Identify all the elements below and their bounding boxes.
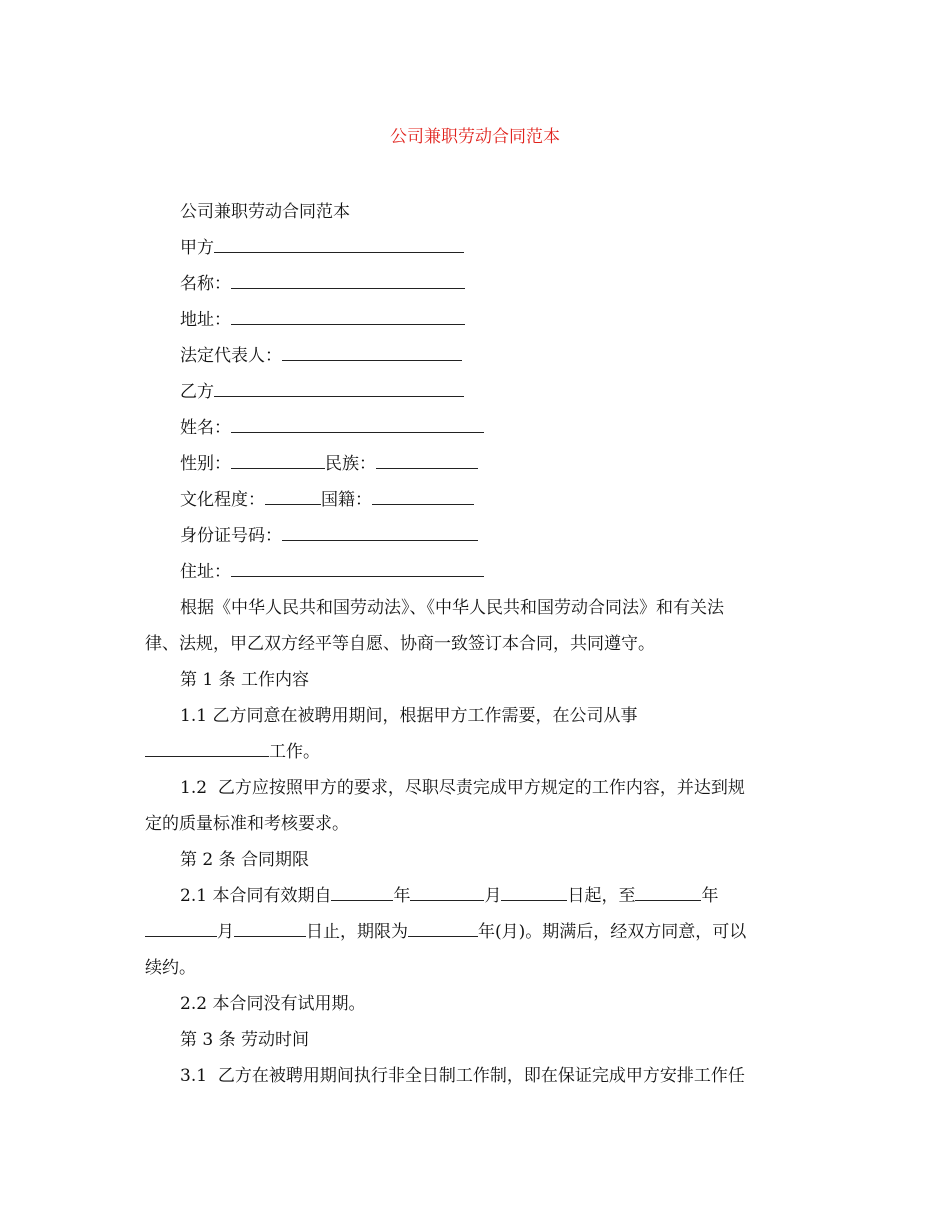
article-1-heading: 第 1 条 工作内容 xyxy=(180,670,310,690)
party-a-address-label: 地址： xyxy=(180,310,231,330)
article-2-1-start: 2.1 本合同有效期自 xyxy=(180,886,332,906)
start-month-blank xyxy=(410,880,484,901)
gender-label: 性别： xyxy=(180,454,231,474)
education-blank xyxy=(265,484,321,505)
article-2-2: 2.2 本合同没有试用期。 xyxy=(180,994,366,1014)
party-b-address-label: 住址： xyxy=(180,562,231,582)
party-b-name-label: 姓名： xyxy=(180,418,231,438)
start-year-label: 年 xyxy=(393,886,411,906)
end-year-label: 年 xyxy=(701,886,719,906)
document-body xyxy=(145,194,800,1094)
party-a-name-line xyxy=(145,266,800,302)
id-number-blank xyxy=(282,520,478,541)
start-year-blank xyxy=(331,880,393,901)
article-2-1-line-2 xyxy=(145,914,800,950)
party-b-address-line xyxy=(145,554,800,590)
start-day-label: 日起，至 xyxy=(567,886,636,906)
id-number-line xyxy=(145,518,800,554)
end-month-blank xyxy=(145,916,217,937)
legal-rep-line xyxy=(145,338,800,374)
legal-rep-label: 法定代表人： xyxy=(180,346,282,366)
gender-blank xyxy=(231,448,325,469)
party-a-label: 甲方 xyxy=(180,238,214,258)
ethnicity-blank xyxy=(376,448,478,469)
nationality-label: 国籍： xyxy=(321,490,372,510)
intro-line-1: 根据《中华人民共和国劳动法》、《中华人民共和国劳动合同法》和有关法 xyxy=(180,598,724,618)
party-a-name-blank xyxy=(231,268,465,289)
subtitle: 公司兼职劳动合同范本 xyxy=(180,202,350,222)
article-2-1-line-1 xyxy=(145,878,800,914)
article-3-heading: 第 3 条 劳动时间 xyxy=(180,1030,310,1050)
end-day-label: 日止，期限为 xyxy=(306,922,408,942)
article-1-2-line-2: 定的质量标准和考核要求。 xyxy=(145,814,349,834)
party-b-name-line xyxy=(145,410,800,446)
education-nationality-line xyxy=(145,482,800,518)
party-b-line xyxy=(145,374,800,410)
intro-line-2: 律、法规，甲乙双方经平等自愿、协商一致签订本合同，共同遵守。 xyxy=(145,634,655,654)
end-month-label: 月 xyxy=(217,922,234,942)
party-a-name-label: 名称： xyxy=(180,274,231,294)
article-3-1-line-1: 3.1 乙方在被聘用期间执行非全日制工作制，即在保证完成甲方安排工作任 xyxy=(180,1066,745,1086)
end-year-blank xyxy=(635,880,701,901)
article-1-1-line-2 xyxy=(145,734,800,770)
party-b-blank xyxy=(214,376,464,397)
party-a-blank xyxy=(214,232,464,253)
start-month-label: 月 xyxy=(484,886,502,906)
article-2-heading: 第 2 条 合同期限 xyxy=(180,850,310,870)
end-day-blank xyxy=(234,916,306,937)
start-day-blank xyxy=(501,880,567,901)
party-a-line xyxy=(145,230,800,266)
party-b-name-blank xyxy=(231,412,484,433)
party-a-address-line xyxy=(145,302,800,338)
article-2-1-line-3: 续约。 xyxy=(145,958,196,978)
id-number-label: 身份证号码： xyxy=(180,526,282,546)
education-label: 文化程度： xyxy=(180,490,265,510)
party-b-label: 乙方 xyxy=(180,382,214,402)
ethnicity-label: 民族： xyxy=(325,454,376,474)
article-1-1-line-1: 1.1 乙方同意在被聘用期间，根据甲方工作需要，在公司从事 xyxy=(180,706,638,726)
article-1-1-tail: 工作。 xyxy=(269,742,320,762)
article-1-2-line-1: 1.2 乙方应按照甲方的要求，尽职尽责完成甲方规定的工作内容，并达到规 xyxy=(180,778,745,798)
nationality-blank xyxy=(372,484,474,505)
document-title: 公司兼职劳动合同范本 xyxy=(390,127,560,147)
legal-rep-blank xyxy=(282,340,462,361)
party-a-address-blank xyxy=(231,304,465,325)
period-unit-label: 年(月)。期满后，经双方同意，可以 xyxy=(478,922,747,942)
work-content-blank xyxy=(145,736,269,757)
party-b-address-blank xyxy=(231,556,484,577)
period-blank xyxy=(408,916,478,937)
gender-ethnicity-line xyxy=(145,446,800,482)
